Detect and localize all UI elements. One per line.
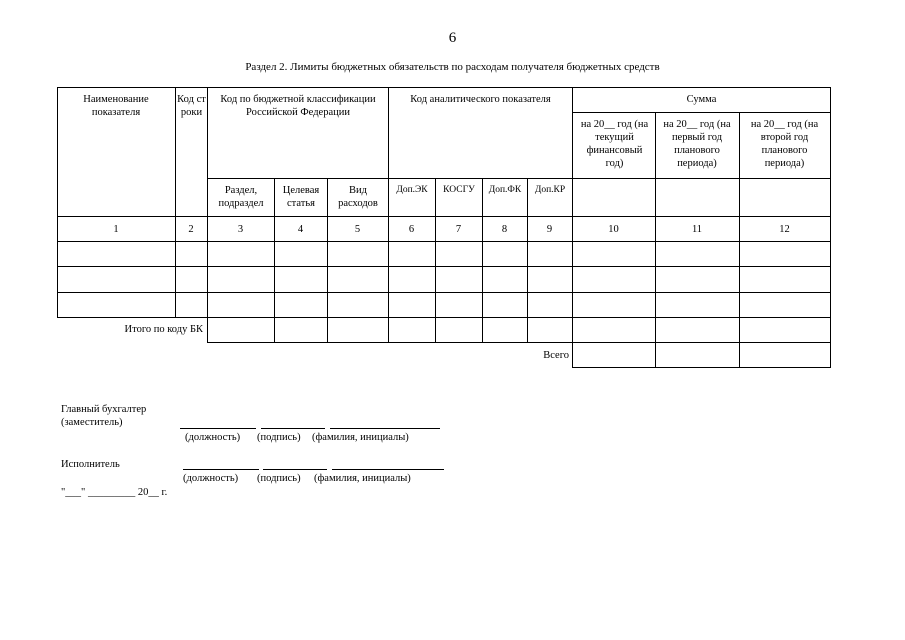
header-name: Наименование показателя xyxy=(83,94,149,118)
page-number: 6 xyxy=(448,30,457,46)
data-row-rule xyxy=(57,317,831,318)
table-border-top xyxy=(57,87,831,88)
col-number: 4 xyxy=(297,223,304,235)
date-line: "___" _________ 20__ г. xyxy=(61,487,168,498)
section-title: Раздел 2. Лимиты бюджетных обязательств по расходам получателя бюджетных средств xyxy=(245,61,660,73)
name-signature-line xyxy=(332,469,444,470)
col-divider xyxy=(388,87,389,343)
col-divider xyxy=(175,87,176,318)
position-signature-line xyxy=(183,469,259,470)
total-bk-rule xyxy=(207,342,831,343)
grand-total-rule xyxy=(572,367,831,368)
total-by-bk-label: Итого по коду БК xyxy=(124,324,203,335)
col-number: 1 xyxy=(113,223,119,235)
subheader-rule xyxy=(207,178,831,179)
name-signature-line xyxy=(330,428,440,429)
table-border-left xyxy=(57,87,58,318)
col-divider xyxy=(527,178,528,343)
header-target: Целевая статья xyxy=(282,185,320,209)
col-number: 10 xyxy=(608,223,619,235)
col-number: 7 xyxy=(455,223,462,235)
col-number: 5 xyxy=(354,223,361,235)
data-row-rule xyxy=(57,292,831,293)
header-section: Раздел, подраздел xyxy=(218,185,264,209)
header-dop-fk: Доп.ФК xyxy=(488,185,522,195)
header-expense-type: Вид расходов xyxy=(338,185,378,209)
col-number: 11 xyxy=(691,223,703,235)
col-number: 2 xyxy=(188,223,194,235)
col-number: 12 xyxy=(779,223,790,235)
data-row-rule xyxy=(57,266,831,267)
position-hint: (должность) xyxy=(183,473,239,484)
col-number: 8 xyxy=(501,223,508,235)
header-kosgu: КОСГУ xyxy=(443,185,475,195)
signature-hint: (подпись) xyxy=(257,432,301,443)
table-border-right xyxy=(830,87,831,368)
position-hint: (должность) xyxy=(185,432,241,443)
name-hint: (фамилия, инициалы) xyxy=(314,473,411,484)
limits-table xyxy=(57,87,831,368)
col-number: 3 xyxy=(237,223,244,235)
header-dop-kr: Доп.КР xyxy=(534,185,566,195)
header-sum: Сумма xyxy=(686,94,717,105)
position-signature-line xyxy=(180,428,256,429)
chief-accountant-label: Главный бухгалтер xyxy=(61,404,147,415)
executor-label: Исполнитель xyxy=(61,459,120,470)
col-divider xyxy=(327,178,328,343)
header-sum-first-plan-year: на 20__ год (на первый год планового периода) xyxy=(663,119,731,169)
header-row-code: Код строки xyxy=(177,94,206,118)
col-divider xyxy=(207,87,208,343)
col-number: 6 xyxy=(408,223,415,235)
signature-line xyxy=(261,428,325,429)
header-dop-ek: Доп.ЭК xyxy=(396,185,428,195)
numbers-row-rule xyxy=(57,241,831,242)
signature-hint: (подпись) xyxy=(257,473,301,484)
name-hint: (фамилия, инициалы) xyxy=(312,432,409,443)
sum-header-rule xyxy=(572,112,831,113)
col-divider xyxy=(274,178,275,343)
col-divider xyxy=(482,178,483,343)
col-number: 9 xyxy=(546,223,553,235)
header-budget-classification: Код по бюджетной классификации Российской Федерации xyxy=(220,94,376,118)
header-sum-current-year: на 20__ год (на текущий финансовый год) xyxy=(580,119,649,169)
chief-accountant-deputy-label: (заместитель) xyxy=(61,417,123,428)
grand-total-label: Всего xyxy=(543,350,569,361)
header-analytic-code: Код аналитического показателя xyxy=(410,94,551,105)
col-divider xyxy=(435,178,436,343)
header-sum-second-plan-year: на 20__ год (на второй год планового периода) xyxy=(750,119,819,169)
signature-line xyxy=(263,469,327,470)
